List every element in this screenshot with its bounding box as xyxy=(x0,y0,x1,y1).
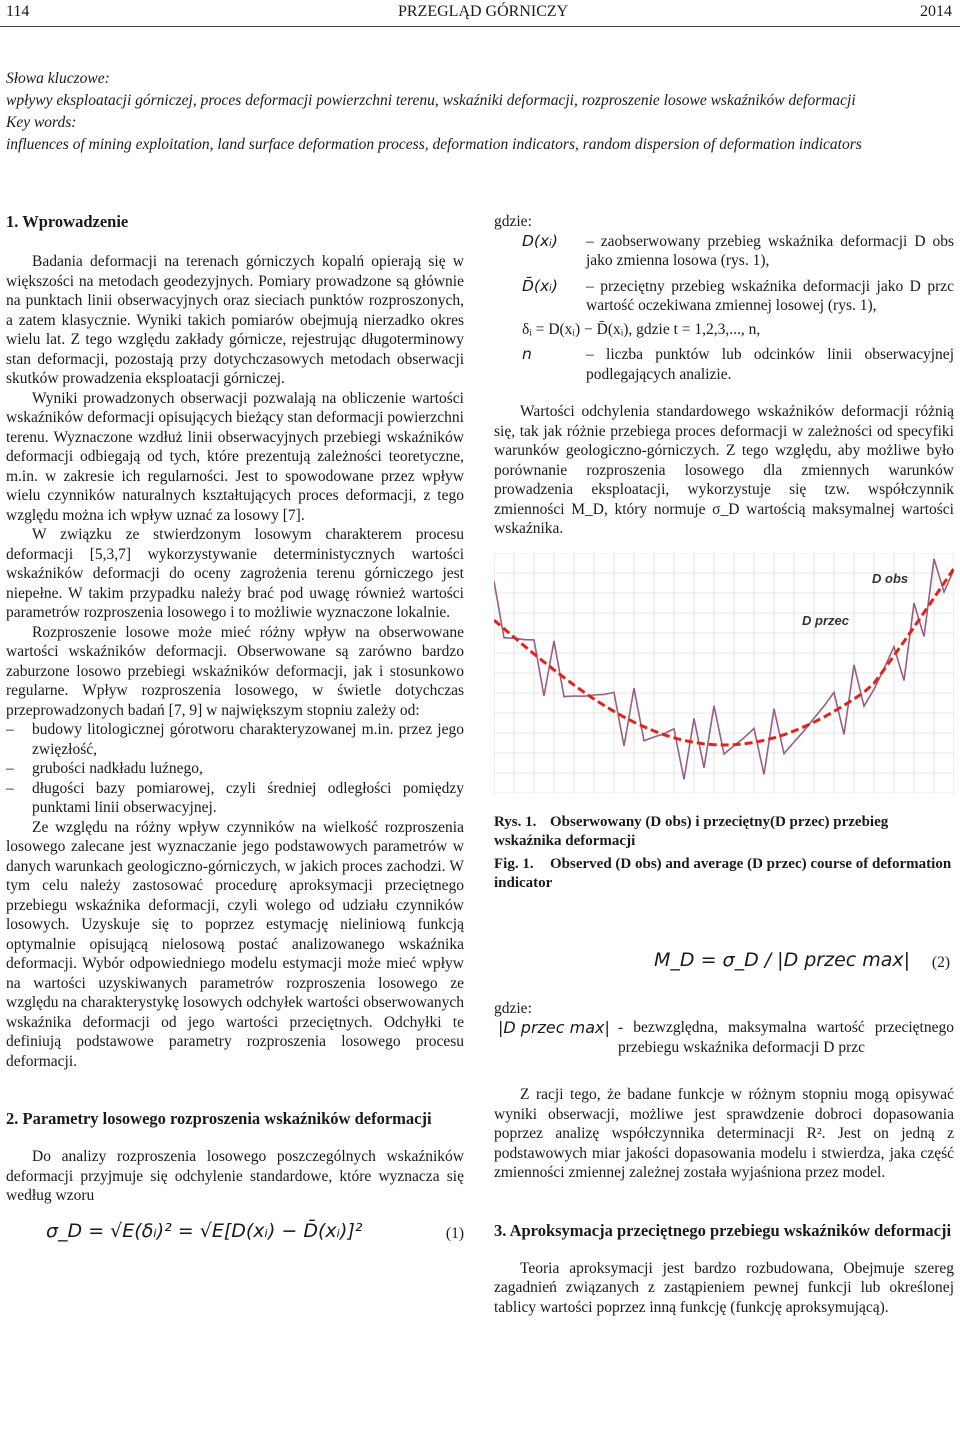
caption-label: Fig. 1. xyxy=(494,855,534,872)
factor-list xyxy=(6,720,464,818)
left-column xyxy=(6,212,464,1254)
caption-text: Obserwowany (D obs) i przeciętny(D przec) przebieg wskaźnika deformacji xyxy=(494,813,889,849)
keywords-en: influences of mining exploitation, land surface deformation process, deformation indicators, random dispersion of deformation indicators xyxy=(6,136,862,153)
figure-caption-pl xyxy=(494,813,954,851)
delta-definition: δᵢ = D(xᵢ) − D̄(xᵢ), gdzie t = 1,2,3,..., n, xyxy=(522,320,761,338)
definition-row xyxy=(494,345,954,384)
equation-1-number: (1) xyxy=(445,1224,464,1242)
paragraph: Rozproszenie losowe może mieć różny wpływ na obserwowane wartości wskaźników deformacji. Obserwowane są zarówno bardzo zaburzone losowo przebiegi wskaźników deformacji, jak i stosunkowo regularne. Wpływ rozproszenia losowego, w świetle dotychczas przeprowadzonych badań [7, 9] w największym stopniu zależy od: xyxy=(6,623,464,719)
section-3-heading: 3. Aproksymacja przeciętnego przebiegu wskaźników deformacji xyxy=(494,1220,952,1240)
year: 2014 xyxy=(920,3,952,20)
definition-text: – zaobserwowany przebieg wskaźnika deformacji D obs jako zmienna losowa (rys. 1), xyxy=(586,232,954,269)
keywords-pl: wpływy eksploatacji górniczej, proces deformacji powierzchni terenu, wskaźniki deformacji, rozproszenie losowe wskaźników deformacji xyxy=(6,92,856,109)
symbol: |D przec max| xyxy=(498,1018,610,1037)
definition-text: – przeciętny przebieg wskaźnika deformacji jako D przc wartość oczekiwana zmiennej losowej (rys. 1), xyxy=(586,277,954,314)
keywords-pl-label: Słowa kluczowe: xyxy=(6,70,110,87)
paragraph: Teoria aproksymacji jest bardzo rozbudowana, Obejmuje szereg zagadnień związanych z zastąpieniem pewnej funkcji lub określonej tablicy wartości poprzez inną funkcję (funkcję aproksymującą). xyxy=(494,1259,954,1316)
paragraph: Badania deformacji na terenach górniczych kopalń opierają się w większości na metodach geodezyjnych. Pomiary prowadzone są głównie na punktach linii obserwacyjnych oraz sieciach punktów rozproszonych, a zatem klasycznie. Wyniki takich pomiarów obejmują nierzadko okres wielu lat. Z tego względu zakłady górnicze, rejestrując długoterminowy stan deformacji, pozostają przy dotychczasowych metodach obserwacji skutków prowadzenia eksploatacji górniczej. xyxy=(6,253,464,387)
running-header xyxy=(0,0,960,27)
section-1-heading: 1. Wprowadzenie xyxy=(6,212,129,231)
keywords-en-label: Key words: xyxy=(6,114,77,131)
caption-text: Observed (D obs) and average (D przec) course of deformation indicator xyxy=(494,855,952,891)
figure-caption-en xyxy=(494,855,954,893)
symbol: n xyxy=(522,345,532,363)
paragraph: Ze względu na różny wpływ czynników na wielkość rozproszenia losowego zalecane jest wyznaczanie jego podstawowych parametrów w danych warunkach geologiczno-górniczych, w jakich proces zachodzi. W tym celu należy zastosować procedurę aproksymacji przeciętnego przebiegu wskaźnika deformacji, czyli wolego od udziału czynników losowych. Uzyskuje się to poprzez estymację nieliniową funkcją optymalnie opisującą nielosową postać analizowanego wskaźnika deformacji. Wybór odpowiedniego modelu estymacji może mieć wpływ na wartości uzyskiwanych parametrów rozproszenia losowego ze względu na charakterystykę losowych odchyłek wartości obserwowanych wskaźnika deformacji od jego wartości przeciętnych. Odchyłki te definiują podstawowe parametry rozproszenia losowego procesu deformacji. xyxy=(6,818,464,1070)
keywords-block xyxy=(6,68,956,156)
definition-text: - bezwzględna, maksymalna wartość przeciętnego przebiegu wskaźnika deformacji D przc xyxy=(618,1019,954,1056)
symbol: D(xᵢ) xyxy=(522,231,558,250)
where-label: gdzie: xyxy=(494,999,532,1017)
paragraph: W związku ze stwierdzonym losowym charakterem procesu deformacji [5,3,7] wykorzystywanie deterministycznych wartości wskaźników deformacji do oceny zagrożenia terenu górniczego jest niepełne. W takim przypadku należy brać pod uwagę również wartości parametrów rozproszenia losowego i to możliwie wyznaczone lokalnie. xyxy=(6,526,464,621)
paragraph: Z racji tego, że badane funkcje w różnym stopniu mogą opisywać wyniki obserwacji, możliwe jest sprawdzenie dobroci dopasowania poprzez analizę współczynnika determinacji R². Jest on jedną z podstawowych miar jakości dopasowania modelu i stwierdza, jaka część zmienności zmiennej zależnej została wyjaśniona przez model. xyxy=(494,1086,954,1181)
average-series-line xyxy=(494,568,954,745)
list-item: – długości bazy pomiarowej, czyli średniej odległości pomiędzy punktami linii obserwacyjnej. xyxy=(6,779,464,818)
definition-row xyxy=(494,277,954,316)
paragraph: Wartości odchylenia standardowego wskaźników deformacji różnią się, tak jak różnie przebiega proces deformacji w zależności od specyfiki warunków geologiczno-górniczych. Z tego względu, aby możliwe było porównanie rozproszenia losowego dla zmiennych warunków prowadzenia eksploatacji, wykorzystuje się tzw. współczynnik zmienności M_D, który normuje σ_D wartością maksymalnej wartości wskaźnika. xyxy=(494,403,954,537)
paragraph: Wyniki prowadzonych obserwacji pozwalają na obliczenie wartości wskaźników deformacji opisujących bieżący stan deformacji powierzchni terenu. Wyznaczone wzdłuż linii obserwacyjnych przebiegi wskaźników deformacji odbiegają od tych, które prezentują zależności teoretyczne, m.in. w zakresie ich regularności. Jest to spowodowane przez wpływ wielu czynników naturalnych kształtujących proces deformacji, z tego względu można ich wpływ uznać za losowy [7]. xyxy=(6,389,464,524)
definition-text: – liczba punktów lub odcinków linii obserwacyjnej podlegających analizie. xyxy=(586,346,954,383)
symbol: D̄(xᵢ) xyxy=(522,276,558,295)
equation-1: σ_D = √E(δᵢ)² = √E[D(xᵢ) − D̄(xᵢ)]² xyxy=(46,1219,363,1242)
label-dprzec: D przec xyxy=(802,612,849,628)
figure-1 xyxy=(494,553,954,793)
page-number: 114 xyxy=(6,3,30,20)
where-label: gdzie: xyxy=(494,213,532,230)
list-item: – grubości nadkładu luźnego, xyxy=(6,759,464,779)
paragraph: Do analizy rozproszenia losowego poszczególnych wskaźników deformacji przyjmuje się odchylenie standardowe, które wyznacza się według wzoru xyxy=(6,1148,464,1204)
equation-2-number: (2) xyxy=(931,953,950,971)
caption-label: Rys. 1. xyxy=(494,813,537,830)
right-column xyxy=(494,212,954,1317)
equation-2: M_D = σ_D / |D przec max| xyxy=(654,948,911,971)
definition-row xyxy=(494,232,954,271)
definition-row xyxy=(494,1018,954,1057)
list-item: – budowy litologicznej górotworu charakteryzowanej m.in. przez jego zwięzłość, xyxy=(6,720,464,759)
label-dobs: D obs xyxy=(872,570,909,586)
section-2-heading: 2. Parametry losowego rozproszenia wskaźników deformacji xyxy=(6,1109,432,1128)
journal-name: PRZEGLĄD GÓRNICZY xyxy=(398,3,569,20)
figure-grid xyxy=(494,553,954,793)
